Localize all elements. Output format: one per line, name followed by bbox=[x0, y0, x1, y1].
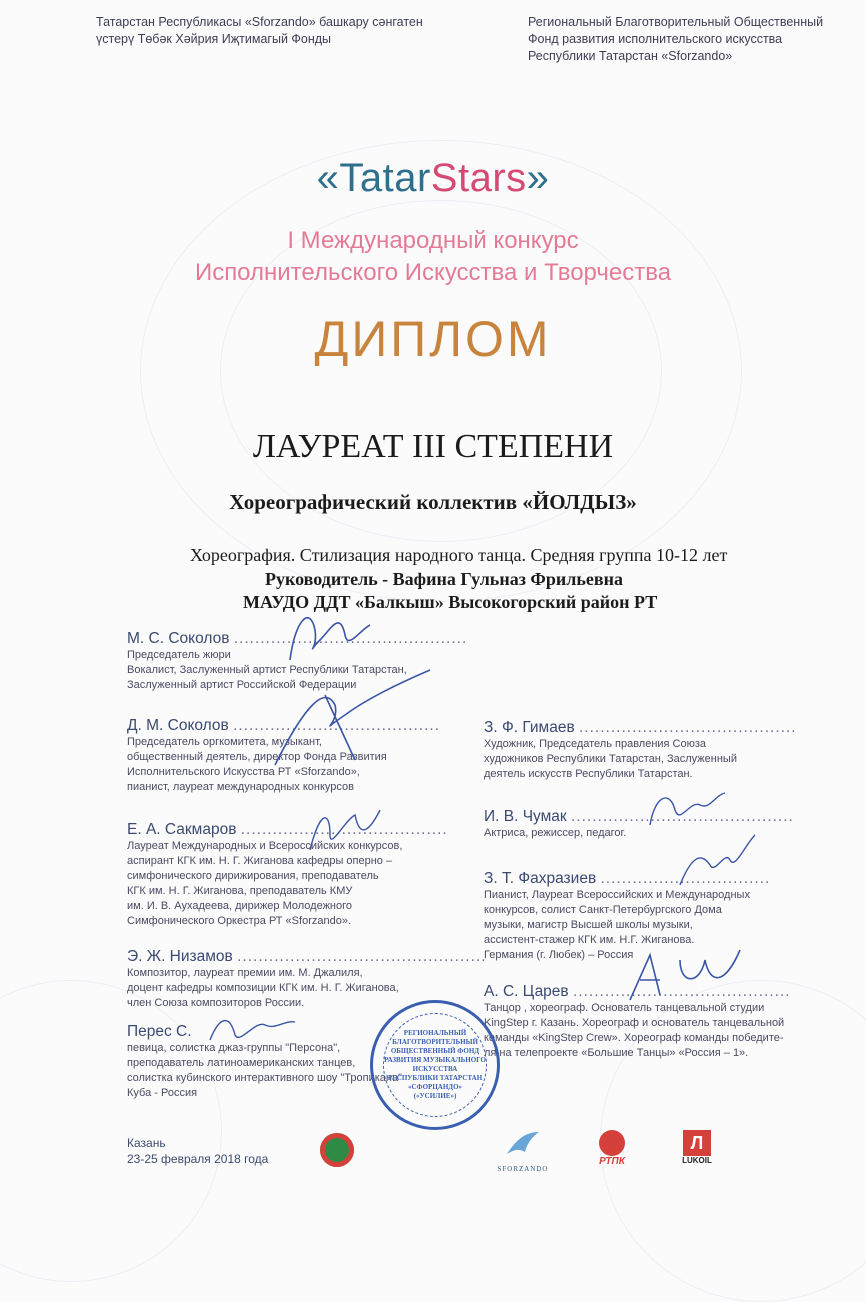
jury-desc: КГК им. Н. Г. Жиганова, преподаватель КМУ bbox=[127, 885, 353, 897]
jury-desc: Исполнительского Искусства РТ «Sforzando», bbox=[127, 766, 360, 778]
header-left-line2: үстерү Төбәк Хәйрия Иҗтимагый Фонды bbox=[96, 32, 332, 46]
rtpk-logo bbox=[592, 1130, 632, 1167]
jury-desc: музыки, магистр Высшей школы музыки, bbox=[484, 919, 693, 931]
jury-desc: симфонического дирижирования, преподаватель bbox=[127, 870, 379, 882]
signature-line: ................................ bbox=[600, 870, 771, 887]
signature-line: .......................................... bbox=[570, 808, 794, 825]
signature-line: ......................................... bbox=[579, 719, 797, 736]
signature-chumak bbox=[640, 785, 730, 835]
title-part1: Tatar bbox=[339, 156, 431, 200]
jury-desc: преподаватель латиноамериканских танцев, bbox=[127, 1057, 356, 1069]
jury-desc: солистка кубинского интерактивного шоу "Тропикана" bbox=[127, 1072, 402, 1084]
footer-date: 23-25 февраля 2018 года bbox=[127, 1152, 269, 1166]
jury-name: З. Ф. Гимаев bbox=[484, 719, 575, 736]
jury-desc: доцент кафедры композиции КГК им. Н. Г. Жиганова, bbox=[127, 982, 399, 994]
signature-line: ....................................... bbox=[233, 717, 441, 734]
jury-desc: ассистент-стажер КГК им. Н.Г. Жиганова. bbox=[484, 934, 695, 946]
institution-line: МАУДО ДДТ «Балкыш» Высокогорский район РТ bbox=[243, 592, 658, 612]
subtitle-line1: I Международный конкурс bbox=[287, 227, 579, 254]
tatarstan-emblem-icon bbox=[320, 1133, 354, 1167]
jury-name: Е. А. Сакмаров bbox=[127, 821, 237, 838]
header-left-line1: Татарстан Республикасы «Sforzando» башкару сәнгатен bbox=[96, 15, 423, 29]
stamp-text: ИСКУССТВА bbox=[412, 1065, 458, 1073]
jury-right-1 bbox=[484, 719, 797, 782]
stamp-text: «СФОРЦАНДО» bbox=[407, 1083, 463, 1091]
collective-name: Хореографический коллектив «ЙОЛДЫЗ» bbox=[229, 490, 637, 514]
jury-name: А. С. Царев bbox=[484, 983, 569, 1000]
jury-name: Перес С. bbox=[127, 1023, 192, 1040]
bird-icon bbox=[503, 1128, 543, 1160]
signature-sakmarov bbox=[300, 800, 390, 860]
jury-left-3 bbox=[127, 821, 448, 929]
lukoil-icon: Л bbox=[683, 1130, 711, 1156]
signature-line: ....................................... bbox=[240, 821, 448, 838]
lukoil-logo bbox=[672, 1130, 722, 1165]
jury-name: Э. Ж. Низамов bbox=[127, 948, 233, 965]
jury-desc: Вокалист, Заслуженный артист Республики Татарстан, bbox=[127, 664, 407, 676]
title-open-quote: « bbox=[316, 156, 340, 200]
jury-desc: Пианист, Лауреат Всероссийских и Международных bbox=[484, 889, 750, 901]
jury-name: И. В. Чумак bbox=[484, 808, 567, 825]
jury-desc: Танцор , хореограф. Основатель танцевальной студии bbox=[484, 1002, 765, 1014]
stamp-text: («УСИЛИЕ») bbox=[413, 1092, 457, 1100]
jury-desc: аспирант КГК им. Н. Г. Жиганова кафедры оперно – bbox=[127, 855, 393, 867]
jury-desc: пианист, лауреат международных конкурсов bbox=[127, 781, 354, 793]
award-title: ЛАУРЕАТ III СТЕПЕНИ bbox=[252, 428, 614, 465]
jury-desc: конкурсов, солист Санкт-Петербургского Дома bbox=[484, 904, 722, 916]
subtitle-line2: Исполнительского Искусства и Творчества bbox=[194, 259, 672, 286]
stamp-text: РЕСПУБЛИКИ ТАТАРСТАН bbox=[387, 1074, 483, 1082]
jury-desc: певица, солистка джаз-группы "Персона", bbox=[127, 1042, 341, 1054]
jury-name: Д. М. Соколов bbox=[127, 717, 229, 734]
signature-line: ............................................... bbox=[237, 948, 487, 965]
category-line: Хореография. Стилизация народного танца. Средняя группа 10-12 лет bbox=[190, 545, 728, 565]
jury-desc: KingStep г. Казань. Хореограф и основатель танцевальной bbox=[484, 1017, 785, 1029]
jury-desc: Лауреат Международных и Всероссийских конкурсов, bbox=[127, 840, 403, 852]
jury-desc: Актриса, режиссер, педагог. bbox=[484, 827, 627, 839]
header-left bbox=[96, 14, 423, 48]
rtpk-icon bbox=[599, 1130, 625, 1156]
sforzando-label: SFORZANDO bbox=[497, 1165, 549, 1173]
signature-fakhraziev bbox=[670, 830, 760, 890]
jury-desc: деятель искусств Республики Татарстан. bbox=[484, 768, 693, 780]
stamp-text: РЕГИОНАЛЬНЫЙ bbox=[403, 1029, 467, 1037]
title-part2: Stars bbox=[430, 156, 527, 200]
signature-sokolov-dm bbox=[265, 665, 435, 775]
jury-desc: член Союза композиторов России. bbox=[127, 997, 305, 1009]
jury-desc: команды «KingStep Crew». Хореограф команды победите- bbox=[484, 1032, 784, 1044]
organization-stamp bbox=[370, 1000, 500, 1130]
jury-desc: Композитор, лауреат премии им. М. Джалиля, bbox=[127, 967, 363, 979]
jury-desc: им. И. В. Аухадеева, дирижер Молодежного bbox=[127, 900, 353, 912]
header-right-line1: Региональный Благотворительный Общественный bbox=[528, 15, 824, 29]
jury-desc: Германия (г. Любек) – Россия bbox=[484, 949, 634, 961]
jury-desc: художников Республики Татарстан, Заслуженный bbox=[484, 753, 737, 765]
jury-desc: Художник, Председатель правления Союза bbox=[484, 738, 707, 750]
stamp-text: БЛАГОТВОРИТЕЛЬНЫЙ bbox=[392, 1038, 478, 1046]
header-right bbox=[528, 14, 823, 65]
rtpk-label: РТПК bbox=[599, 1156, 625, 1167]
jury-desc: Симфонического Оркестра РТ «Sforzando». bbox=[127, 915, 351, 927]
jury-desc: Куба - Россия bbox=[127, 1087, 198, 1099]
sforzando-logo bbox=[488, 1128, 558, 1173]
jury-desc: Заслуженный артист Российской Федерации bbox=[127, 679, 357, 691]
jury-name: М. С. Соколов bbox=[127, 630, 230, 647]
leader-line: Руководитель - Вафина Гульназ Фрильевна bbox=[265, 569, 623, 589]
contest-title bbox=[0, 156, 866, 201]
jury-desc: ля на телепроекте «Большие Танцы» «Россия – 1». bbox=[484, 1047, 749, 1059]
signature-line: ............................................ bbox=[233, 630, 468, 647]
title-close-quote: » bbox=[526, 156, 550, 200]
signature-peres bbox=[200, 1010, 300, 1050]
signature-tsarev bbox=[620, 945, 750, 1005]
lukoil-label: LUKOIL bbox=[682, 1156, 712, 1165]
footer-location bbox=[127, 1135, 268, 1167]
footer-city: Казань bbox=[127, 1136, 166, 1150]
header-right-line2: Фонд развития исполнительского искусства bbox=[528, 32, 783, 46]
diplom-heading: ДИПЛОМ bbox=[314, 311, 552, 367]
jury-desc: общественный деятель, директор Фонда Развития bbox=[127, 751, 387, 763]
signature-sokolov-ms bbox=[270, 600, 380, 670]
contest-subtitle bbox=[0, 225, 866, 289]
header-right-line3: Республики Татарстан «Sforzando» bbox=[528, 49, 733, 63]
jury-desc: Председатель жюри bbox=[127, 649, 231, 661]
stamp-text: РАЗВИТИЯ МУЗЫКАЛЬНОГО bbox=[384, 1056, 486, 1064]
signature-line: ......................................... bbox=[572, 983, 791, 1000]
jury-name: З. Т. Фахразиев bbox=[484, 870, 597, 887]
jury-desc: Председатель оргкомитета, музыкант, bbox=[127, 736, 322, 748]
stamp-text: ОБЩЕСТВЕННЫЙ ФОНД bbox=[390, 1047, 480, 1055]
